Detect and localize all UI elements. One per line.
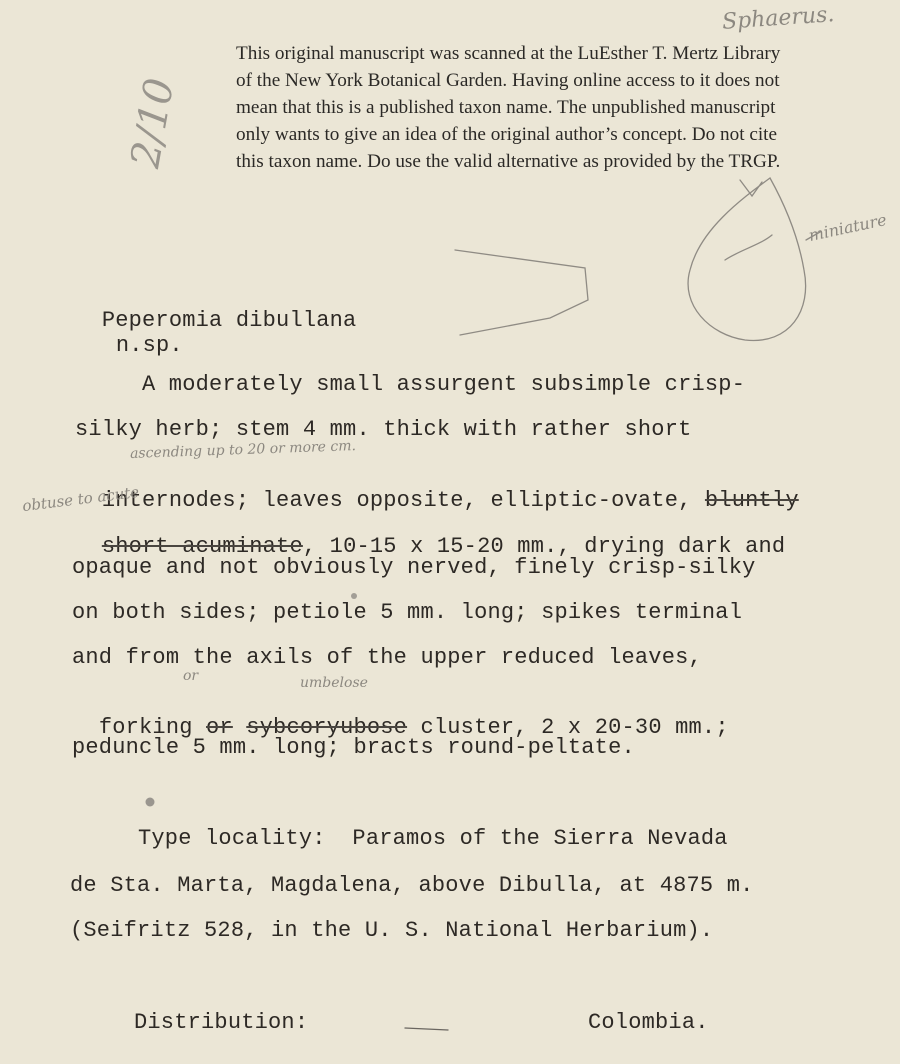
struck-word: sybcoryubose xyxy=(246,715,408,740)
notice-line: mean that this is a published taxon name. The unpublished manuscript xyxy=(236,97,776,118)
handwritten-or-note: or xyxy=(183,668,199,684)
handwritten-margin-note: obtuse to acute xyxy=(21,482,141,516)
handwritten-umbelose-note: umbelose xyxy=(300,675,368,691)
species-title xyxy=(75,283,356,358)
handwritten-margin-number: 2/10 xyxy=(122,74,184,172)
notice-line: only wants to give an idea of the original author’s concept. Do not cite xyxy=(236,124,778,145)
text-run: cluster, 2 x 20-30 mm.; xyxy=(407,715,729,740)
description-line: opaque and not obviously nerved, finely crisp-silky xyxy=(72,555,756,580)
text-run: internodes; leaves opposite, elliptic-ovate, xyxy=(101,488,705,513)
leaf-tip-sketch xyxy=(740,180,762,196)
handwritten-internodes-note: ascending up to 20 or more cm. xyxy=(129,438,357,462)
handwritten-genus-note: Sphaerus. xyxy=(721,2,836,35)
ink-dot xyxy=(146,798,155,807)
description-line xyxy=(75,509,785,559)
text-run: forking xyxy=(98,715,207,740)
locality-line: (Seifritz 528, in the U. S. National Herbarium). xyxy=(70,918,714,943)
dash-mark xyxy=(405,1028,448,1030)
description-line: A moderately small assurgent subsimple crisp- xyxy=(142,372,746,397)
description-line xyxy=(75,463,799,513)
struck-word: short-acuminate xyxy=(101,534,303,559)
description-line: and from the axils of the upper reduced leaves, xyxy=(72,645,702,670)
distribution-value: Colombia. xyxy=(588,1010,709,1035)
bracket-mark xyxy=(455,250,588,335)
leaf-outline-sketch xyxy=(688,178,806,340)
description-line: silky herb; stem 4 mm. thick with rather short xyxy=(75,417,692,442)
struck-word: bluntly xyxy=(704,488,799,513)
description-line xyxy=(72,690,729,740)
description-line: peduncle 5 mm. long; bracts round-peltate. xyxy=(72,735,635,760)
notice-line: this taxon name. Do use the valid alternative as provided by the TRGP. xyxy=(236,151,781,172)
species-status: n.sp. xyxy=(115,333,183,358)
handwritten-sketch-label: miniature xyxy=(806,209,889,246)
notice-line: of the New York Botanical Garden. Having online access to it does not xyxy=(236,70,780,91)
distribution-label: Distribution: xyxy=(134,1010,309,1035)
struck-word: or xyxy=(206,715,233,740)
species-name: Peperomia dibullana xyxy=(101,308,357,333)
locality-line: de Sta. Marta, Magdalena, above Dibulla, at 4875 m. xyxy=(70,873,754,898)
leaf-vein-sketch xyxy=(725,235,772,260)
text-run: , 10-15 x 15-20 mm., drying dark and xyxy=(302,534,786,559)
description-line: on both sides; petiole 5 mm. long; spikes terminal xyxy=(72,600,743,625)
notice-line: This original manuscript was scanned at the LuEsther T. Mertz Library xyxy=(236,43,781,64)
locality-line: Type locality: Paramos of the Sierra Nevada xyxy=(138,826,728,851)
ink-dot xyxy=(351,593,357,599)
pointer-line xyxy=(806,232,820,240)
